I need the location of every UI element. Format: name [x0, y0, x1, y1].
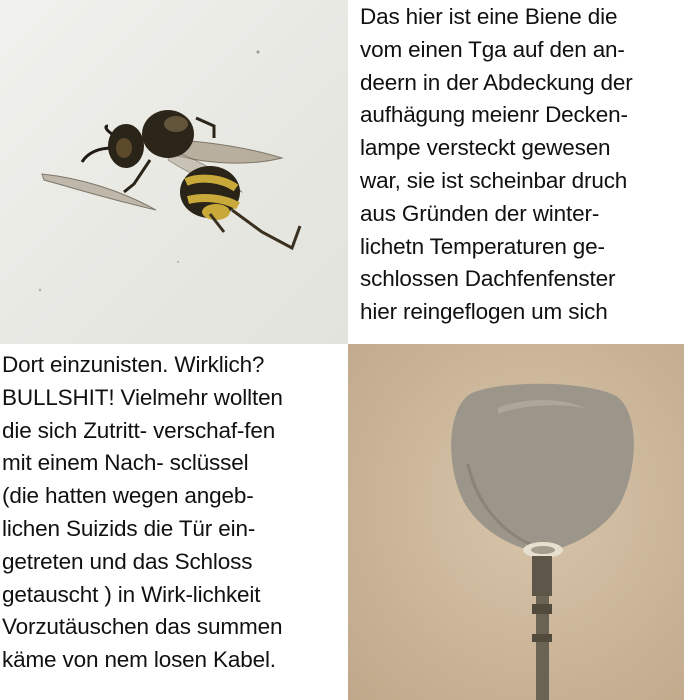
text-line: lichetn Temperaturen ge- [360, 233, 605, 259]
text-line: getreten und das Schloss [2, 548, 253, 574]
text-line: (die hatten wegen angeb- [2, 483, 254, 509]
bee-photo [0, 0, 348, 344]
text-line: war, sie ist scheinbar druch [360, 167, 628, 193]
text-line: vom einen Tga auf den an- [360, 36, 625, 62]
text-line: aufhägung meienr Decken- [360, 102, 628, 128]
text-line: schlossen Dachfenfenster [360, 266, 616, 292]
text-line: deern in der Abdeckung der [360, 69, 633, 95]
text-line: käme von nem losen Kabel. [2, 647, 276, 673]
text-line: aus Gründen der winter- [360, 200, 600, 226]
text-line: Das hier ist eine Biene die [360, 4, 618, 29]
text-line: lampe versteckt gewesen [360, 135, 611, 161]
text-line: hier reingeflogen um sich [360, 299, 608, 325]
bee-icon [0, 0, 348, 344]
text-line: Dort einzunisten. Wirklich? [2, 352, 265, 377]
text-line: getauscht ) in Wirk-lichkeit [2, 581, 261, 607]
ceiling-lamp-icon [348, 344, 684, 700]
lamp-photo [348, 344, 684, 700]
text-line: Vorzutäuschen das summen [2, 614, 283, 640]
description-text-bottom [2, 349, 346, 677]
text-line: die sich Zutritt- verschaf-fen [2, 417, 276, 443]
text-line: lichen Suizids die Tür ein- [2, 515, 256, 541]
text-line: BULLSHIT! Vielmehr wollten [2, 384, 283, 410]
description-text-top [360, 1, 682, 329]
text-line: mit einem Nach- sclüssel [2, 450, 249, 476]
